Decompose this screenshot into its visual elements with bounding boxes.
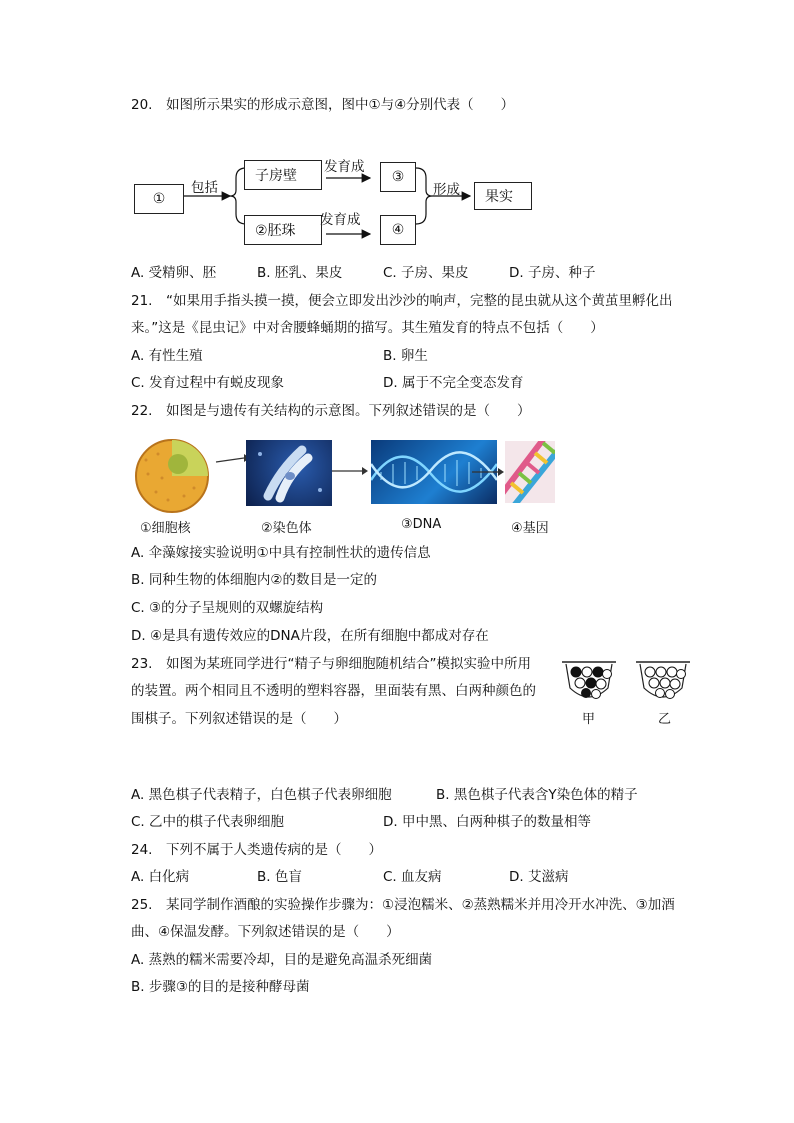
develop-label-bottom: 发育成: [320, 212, 361, 228]
q25-option-a: A. 蒸熟的糯米需要冷却，目的是避免高温杀死细菌: [131, 952, 433, 968]
q20-option-b: B. 胚乳、果皮: [257, 265, 343, 281]
q22-option-b: B. 同种生物的体细胞内②的数目是一定的: [131, 572, 377, 588]
container-label-jia: 甲: [582, 712, 596, 727]
arrow-icon: [330, 464, 370, 478]
q22-stem: 22. 如图是与遗传有关结构的示意图。下列叙述错误的是（ ）: [131, 403, 531, 419]
diagram-box-4: ④: [380, 215, 416, 245]
q23-option-d: D. 甲中黑、白两种棋子的数量相等: [383, 814, 591, 830]
gene-image: [505, 441, 555, 503]
ovary-wall-box: 子房壁: [244, 160, 322, 190]
container-label-yi: 乙: [658, 712, 672, 727]
caption-dna: ③DNA: [401, 517, 442, 532]
q24-option-a: A. 白化病: [131, 869, 190, 885]
container-yi: [634, 658, 694, 710]
fruit-box: 果实: [474, 182, 532, 210]
q23-option-c: C. 乙中的棋子代表卵细胞: [131, 814, 285, 830]
q21-stem-line1: 21. “如果用手指头摸一摸，便会立即发出沙沙的响声，完整的昆虫就从这个黄茧里孵化出: [131, 293, 673, 309]
q20-stem: 20. 如图所示果实的形成示意图，图中①与④分别代表（ ）: [131, 97, 515, 113]
q24-stem: 24. 下列不属于人类遗传病的是（ ）: [131, 842, 382, 858]
q22-option-a: A. 伞藻嫁接实验说明①中具有控制性状的遗传信息: [131, 545, 431, 561]
q21-stem-line2: 来。”这是《昆虫记》中对舍腰蜂蛹期的描写。其生殖发育的特点不包括（ ）: [131, 320, 604, 336]
q25-option-b: B. 步骤③的目的是接种酵母菌: [131, 979, 310, 995]
q21-option-a: A. 有性生殖: [131, 348, 203, 364]
q25-stem-line2: 曲、④保温发酵。下列叙述错误的是（ ）: [131, 924, 400, 940]
q20-option-d: D. 子房、种子: [509, 265, 596, 281]
q22-option-c: C. ③的分子呈规则的双螺旋结构: [131, 600, 324, 616]
diagram-box-3: ③: [380, 162, 416, 192]
q23-option-a: A. 黑色棋子代表精子，白色棋子代表卵细胞: [131, 787, 392, 803]
q20-option-a: A. 受精卵、胚: [131, 265, 217, 281]
arrow-icon: [470, 464, 506, 480]
include-label: 包括: [191, 180, 218, 196]
q20-option-c: C. 子房、果皮: [383, 265, 469, 281]
q21-option-c: C. 发育过程中有蜕皮现象: [131, 375, 285, 391]
q21-option-d: D. 属于不完全变态发育: [383, 375, 524, 391]
caption-chromosome: ②染色体: [261, 521, 312, 536]
cell-nucleus-image: [128, 434, 220, 514]
chromosome-image: [246, 440, 332, 506]
q23-stem-line3: 围棋子。下列叙述错误的是（ ）: [131, 711, 347, 727]
diagram-box-1: ①: [134, 184, 184, 214]
q24-option-d: D. 艾滋病: [509, 869, 569, 885]
q21-option-b: B. 卵生: [383, 348, 428, 364]
ovule-box: ②胚珠: [244, 215, 322, 245]
q24-option-b: B. 色盲: [257, 869, 302, 885]
develop-label-top: 发育成: [324, 159, 365, 175]
caption-nucleus: ①细胞核: [140, 521, 191, 536]
q23-stem-line1: 23. 如图为某班同学进行“精子与卵细胞随机结合”模拟实验中所用: [131, 656, 531, 672]
q25-stem-line1: 25. 某同学制作酒酿的实验操作步骤为：①浸泡糯米、②蒸熟糯米并用冷开水冲洗、③加酒: [131, 897, 675, 913]
caption-gene: ④基因: [511, 521, 549, 536]
q23-option-b: B. 黑色棋子代表含Y染色体的精子: [436, 787, 638, 803]
q22-option-d: D. ④是具有遗传效应的DNA片段，在所有细胞中都成对存在: [131, 628, 489, 644]
arrow-icon: [214, 450, 250, 470]
q24-option-c: C. 血友病: [383, 869, 442, 885]
form-label: 形成: [433, 182, 460, 198]
q23-stem-line2: 的装置。两个相同且不透明的塑料容器，里面装有黑、白两种颜色的: [131, 683, 536, 699]
